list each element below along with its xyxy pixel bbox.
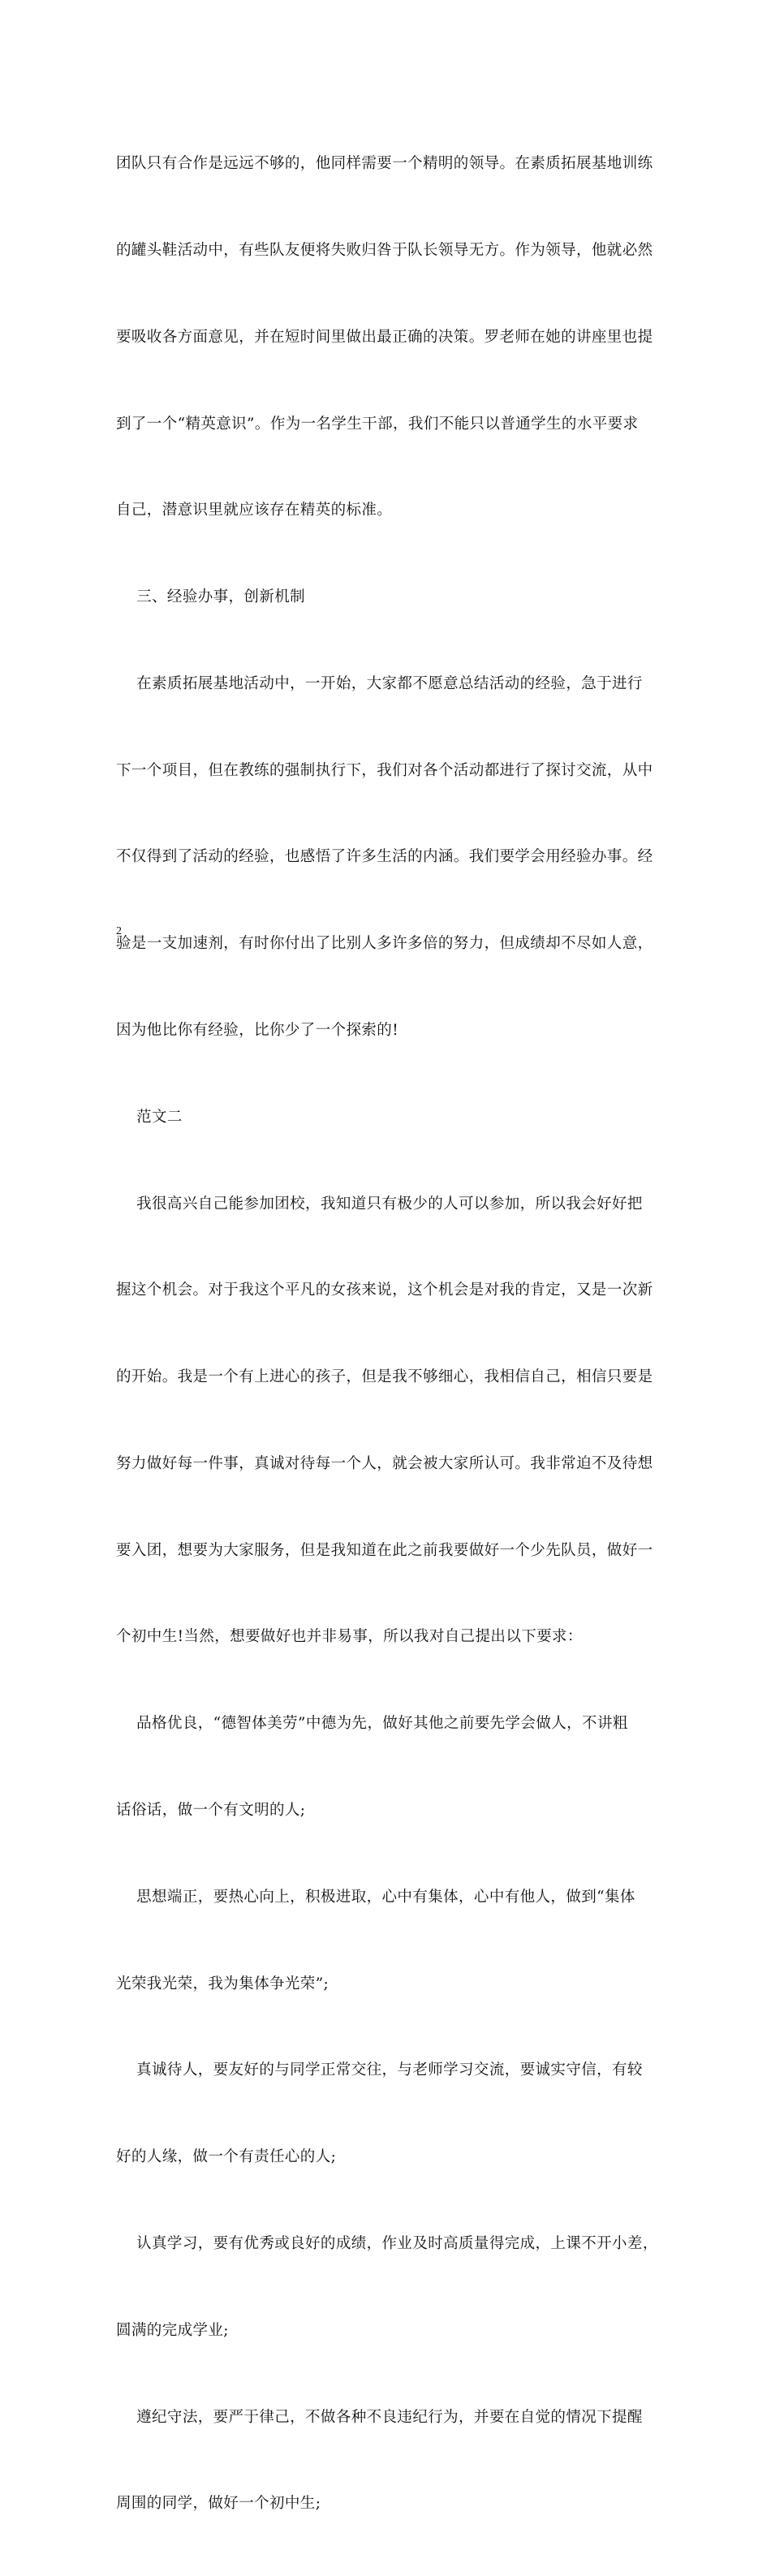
text-line: 要入团，想要为大家服务，但是我知道在此之前我要做好一个少先队员，做好一 <box>116 1541 653 1559</box>
text-line: 思想端正，要热心向上，积极进取，心中有集体，心中有他人，做到“集体 <box>116 1888 635 1906</box>
text-line: 努力做好每一件事，真诚对待每一个人，就会被大家所认可。我非常迫不及待想 <box>116 1454 653 1472</box>
section-heading: 范文二 <box>116 1108 183 1126</box>
text-line: 我很高兴自己能参加团校，我知道只有极少的人可以参加，所以我会好好把 <box>116 1195 643 1213</box>
page-number: 2 <box>116 925 122 937</box>
text-line: 周围的同学，做好一个初中生; <box>116 2495 321 2513</box>
text-line: 团队只有合作是远远不够的，他同样需要一个精明的领导。在素质拓展基地训练 <box>116 155 653 173</box>
text-line: 遵纪守法，要严于律己，不做各种不良违纪行为，并要在自觉的情况下提醒 <box>116 2408 643 2426</box>
text-line: 个初中生!当然，想要做好也并非易事，所以我对自己提出以下要求： <box>116 1628 583 1646</box>
text-line: 认真学习，要有优秀或良好的成绩，作业及时高质量得完成，上课不开小差， <box>116 2234 658 2252</box>
text-line: 因为他比你有经验，比你少了一个探索的! <box>116 1022 399 1039</box>
section-heading: 三、经验办事，创新机制 <box>116 588 306 606</box>
text-line: 的罐头鞋活动中，有些队友便将失败归咎于队长领导无方。作为领导，他就必然 <box>116 241 653 259</box>
text-line: 话俗话，做一个有文明的人; <box>116 1802 306 1820</box>
text-line: 不仅得到了活动的经验，也感悟了许多生活的内涵。我们要学会用经验办事。经 <box>116 848 653 866</box>
text-line: 下一个项目，但在教练的强制执行下，我们对各个活动都进行了探讨交流，从中 <box>116 761 653 779</box>
text-line: 握这个机会。对于我这个平凡的女孩来说，这个机会是对我的肯定，又是一次新 <box>116 1282 653 1299</box>
text-line: 好的人缘，做一个有责任心的人; <box>116 2148 337 2166</box>
text-line: 真诚待人，要友好的与同学正常交往，与老师学习交流，要诚实守信，有较 <box>116 2061 643 2079</box>
text-line: 自己，潜意识里就应该存在精英的标准。 <box>116 502 393 519</box>
text-line: 要吸收各方面意见，并在短时间里做出最正确的决策。罗老师在她的讲座里也提 <box>116 328 653 346</box>
text-line: 在素质拓展基地活动中，一开始，大家都不愿意总结活动的经验，急于进行 <box>116 674 643 692</box>
text-line: 验是一支加速剂，有时你付出了比别人多许多倍的努力，但成绩却不尽如人意， <box>116 935 653 953</box>
document-body <box>116 92 668 2576</box>
text-line: 到了一个“精英意识”。作为一名学生干部，我们不能只以普通学生的水平要求 <box>116 415 639 433</box>
text-line: 品格优良，“德智体美劳”中德为先，做好其他之前要先学会做人，不讲粗 <box>116 1715 628 1733</box>
text-line: 光荣我光荣，我为集体争光荣”; <box>116 1975 330 1992</box>
text-line: 圆满的完成学业; <box>116 2321 229 2339</box>
text-line: 的开始。我是一个有上进心的孩子，但是我不够细心，我相信自己，相信只要是 <box>116 1368 653 1386</box>
